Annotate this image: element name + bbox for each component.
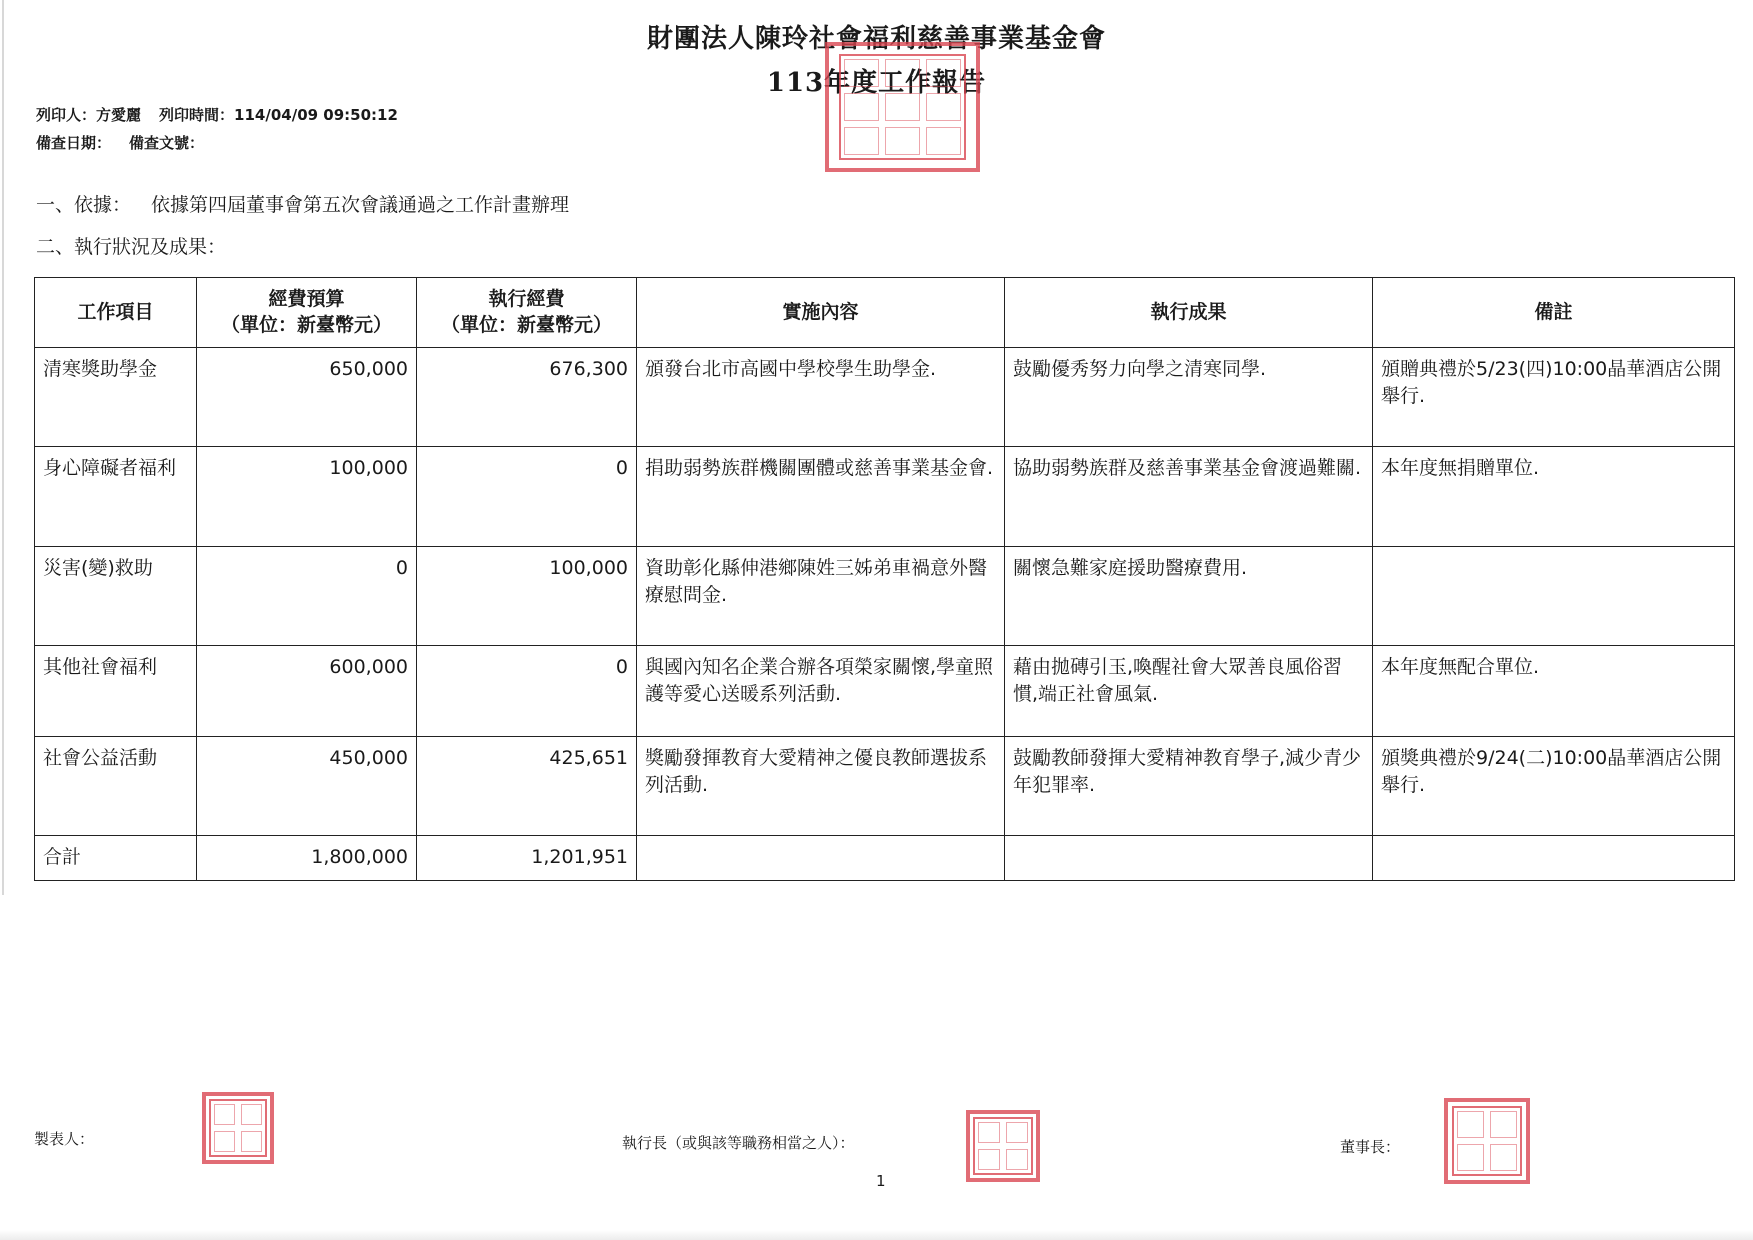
cell-content: 捐助弱勢族群機關團體或慈善事業基金會. xyxy=(637,447,1005,546)
total-spent: 1,201,951 xyxy=(417,836,637,881)
record-date-label: 備查日期： xyxy=(36,134,112,152)
header-budget-unit: （單位：新臺幣元） xyxy=(220,314,392,337)
cell-item: 災害(變)救助 xyxy=(35,546,197,645)
cell-note: 頒贈典禮於5/23(四)10:00晶華酒店公開舉行. xyxy=(1373,347,1735,446)
printer-label: 列印人： xyxy=(36,106,97,124)
cell-note: 頒獎典禮於9/24(二)10:00晶華酒店公開舉行. xyxy=(1373,737,1735,836)
cell-item: 身心障礙者福利 xyxy=(35,447,197,546)
total-empty-note xyxy=(1373,836,1735,881)
cell-note xyxy=(1373,546,1735,645)
chair-signature-label: 董事長： xyxy=(1340,1138,1401,1156)
cell-result: 鼓勵優秀努力向學之清寒同學. xyxy=(1005,347,1373,446)
cell-note: 本年度無配合單位. xyxy=(1373,645,1735,736)
total-empty-result xyxy=(1005,836,1373,881)
report-title: 113年度工作報告 xyxy=(766,68,987,98)
cell-item: 清寒獎助學金 xyxy=(35,347,197,446)
header-spent-title: 執行經費 xyxy=(488,288,565,311)
maker-seal-stamp xyxy=(202,1092,274,1164)
basis-text: 依據第四屆董事會第五次會議通過之工作計畫辦理 xyxy=(151,194,570,216)
header-budget-title: 經費預算 xyxy=(268,288,345,311)
table-total-row xyxy=(35,836,1735,881)
table-row xyxy=(35,546,1735,645)
table-row xyxy=(35,737,1735,836)
cell-item: 社會公益活動 xyxy=(35,737,197,836)
header-spent xyxy=(417,278,637,348)
total-budget: 1,800,000 xyxy=(197,836,417,881)
record-no-label: 備查文號： xyxy=(129,134,205,152)
org-name: 財團法人陳玲社會福利慈善事業基金會 xyxy=(646,24,1106,54)
cell-budget: 0 xyxy=(197,546,417,645)
cell-spent: 676,300 xyxy=(417,347,637,446)
cell-result: 鼓勵教師發揮大愛精神教育學子,減少青少年犯罪率. xyxy=(1005,737,1373,836)
header-budget xyxy=(197,278,417,348)
table-row xyxy=(35,645,1735,736)
cell-spent: 0 xyxy=(417,645,637,736)
cell-note: 本年度無捐贈單位. xyxy=(1373,447,1735,546)
cell-result: 協助弱勢族群及慈善事業基金會渡過難關. xyxy=(1005,447,1373,546)
cell-content: 與國內知名企業合辦各項榮家關懷,學童照護等愛心送暖系列活動. xyxy=(637,645,1005,736)
cell-budget: 100,000 xyxy=(197,447,417,546)
print-info xyxy=(36,104,398,125)
cell-content: 頒發台北市高國中學校學生助學金. xyxy=(637,347,1005,446)
cell-budget: 650,000 xyxy=(197,347,417,446)
cell-item: 其他社會福利 xyxy=(35,645,197,736)
exec-signature-label: 執行長（或與該等職務相當之人）： xyxy=(622,1134,855,1152)
print-time: 114/04/09 09:50:12 xyxy=(234,106,398,124)
page-number: 1 xyxy=(876,1172,886,1190)
header-content: 實施內容 xyxy=(637,278,1005,348)
table-row xyxy=(35,347,1735,446)
cell-spent: 100,000 xyxy=(417,546,637,645)
header-item: 工作項目 xyxy=(35,278,197,348)
cell-content: 資助彰化縣伸港鄉陳姓三姊弟車禍意外醫療慰問金. xyxy=(637,546,1005,645)
cell-result: 藉由拋磚引玉,喚醒社會大眾善良風俗習慣,端正社會風氣. xyxy=(1005,645,1373,736)
basis-section xyxy=(36,190,569,217)
record-info xyxy=(36,132,204,153)
printer-name: 方愛麗 xyxy=(96,106,142,124)
print-time-label: 列印時間： xyxy=(159,106,235,124)
table-row xyxy=(35,447,1735,546)
maker-signature-label: 製表人： xyxy=(34,1130,95,1148)
total-empty-content xyxy=(637,836,1005,881)
cell-spent: 0 xyxy=(417,447,637,546)
foundation-seal-stamp xyxy=(825,42,980,172)
status-section-label: 二、執行狀況及成果： xyxy=(36,236,227,258)
header-note: 備註 xyxy=(1373,278,1735,348)
work-report-table xyxy=(34,277,1735,881)
cell-spent: 425,651 xyxy=(417,737,637,836)
total-label: 合計 xyxy=(35,836,197,881)
chair-seal-stamp xyxy=(1444,1098,1530,1184)
cell-content: 獎勵發揮教育大愛精神之優良教師選拔系列活動. xyxy=(637,737,1005,836)
table-header-row xyxy=(35,278,1735,348)
cell-budget: 600,000 xyxy=(197,645,417,736)
basis-label: 一、依據： xyxy=(36,194,132,216)
cell-result: 關懷急難家庭援助醫療費用. xyxy=(1005,546,1373,645)
header-result: 執行成果 xyxy=(1005,278,1373,348)
page-bottom-edge xyxy=(0,1230,1753,1240)
header-spent-unit: （單位：新臺幣元） xyxy=(440,314,612,337)
page-edge xyxy=(2,0,4,895)
cell-budget: 450,000 xyxy=(197,737,417,836)
exec-seal-stamp xyxy=(966,1110,1040,1182)
